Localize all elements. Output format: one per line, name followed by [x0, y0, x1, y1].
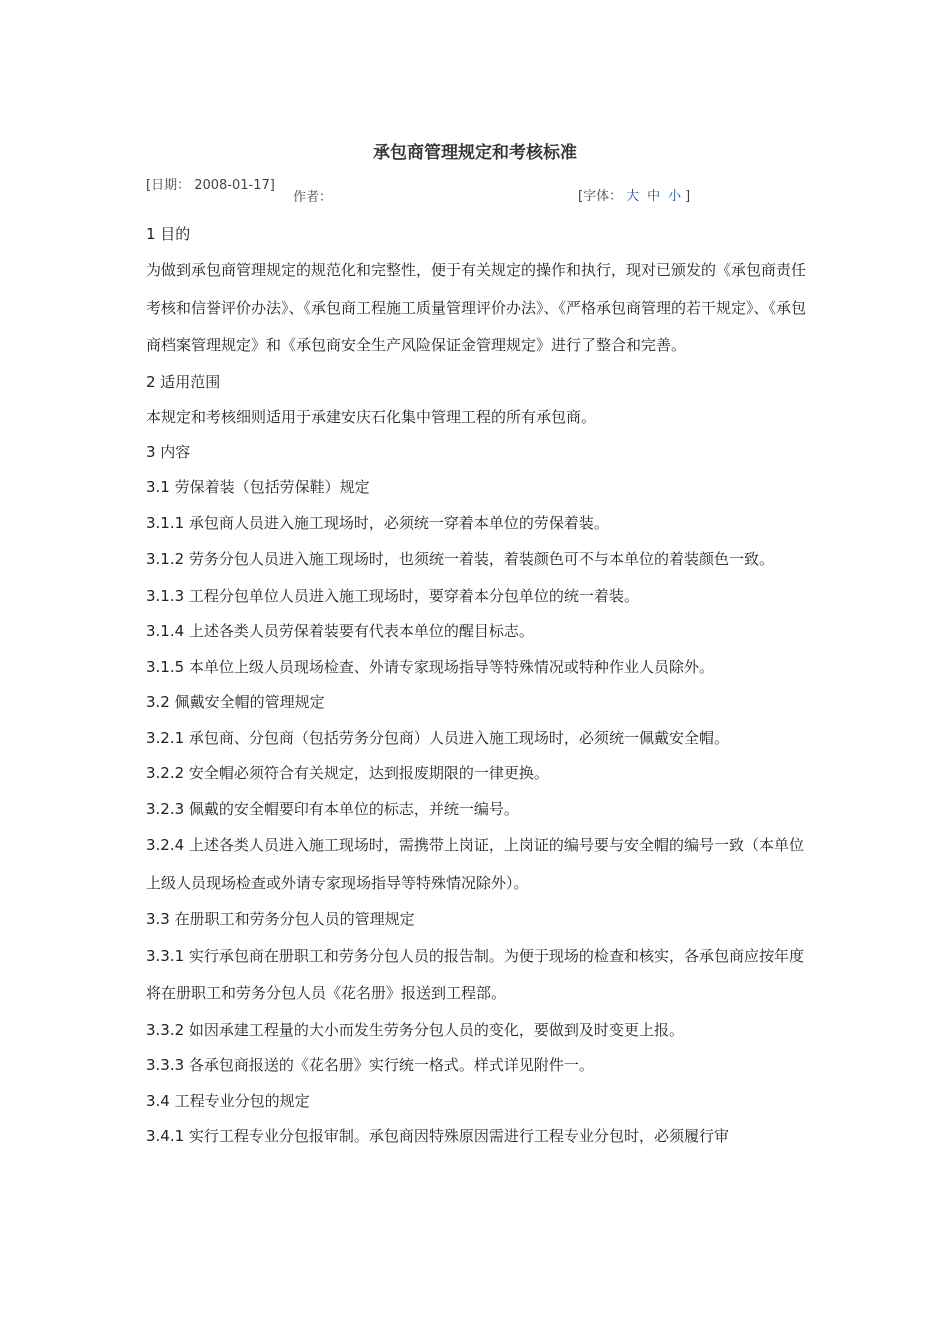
clause: 3.2.1 承包商、分包商（包括劳务分包商）人员进入施工现场时，必须统一佩戴安全帽。	[146, 728, 729, 747]
clause: 3.3.1 实行承包商在册职工和劳务分包人员的报告制。为便于现场的检查和核实，各承包商应按年度将在册职工和劳务分包人员《花名册》报送到工程部。	[146, 946, 804, 1002]
clause: 3.3.2 如因承建工程量的大小而发生劳务分包人员的变化，要做到及时变更上报。	[146, 1020, 684, 1039]
subsection-heading: 3.2 佩戴安全帽的管理规定	[146, 693, 325, 711]
document-body	[146, 217, 806, 1155]
section-heading: 3 内容	[146, 443, 191, 461]
subsection-heading: 3.1 劳保着装（包括劳保鞋）规定	[146, 478, 370, 496]
paragraph: 本规定和考核细则适用于承建安庆石化集中管理工程的所有承包商。	[146, 407, 597, 426]
font-close: ]	[685, 189, 691, 204]
clause: 3.2.3 佩戴的安全帽要印有本单位的标志，并统一编号。	[146, 799, 519, 818]
publish-date	[146, 175, 286, 197]
clause: 3.1.4 上述各类人员劳保着装要有代表本单位的醒目标志。	[146, 622, 534, 640]
font-label: [字体：	[578, 189, 623, 204]
clause: 3.1.1 承包商人员进入施工现场时，必须统一穿着本单位的劳保着装。	[146, 513, 609, 532]
subsection-heading: 3.3 在册职工和劳务分包人员的管理规定	[146, 910, 415, 928]
clause: 3.2.4 上述各类人员进入施工现场时，需携带上岗证，上岗证的编号要与安全帽的编号一致（本单位上级人员现场检查或外请专家现场指导等特殊情况除外）。	[146, 836, 804, 892]
date-label: [日期：	[146, 178, 191, 193]
font-size-small-link[interactable]: 小	[668, 189, 682, 204]
paragraph: 为做到承包商管理规定的规范化和完整性，便于有关规定的操作和执行，现对已颁发的《承包商责任考核和信誉评价办法》、《承包商工程施工质量管理评价办法》、《严格承包商管理的若干规定》、《承包商档案管理规定》和《承包商安全生产风险保证金管理规定》进行了整合和完善。	[146, 261, 807, 354]
clause: 3.3.3 各承包商报送的《花名册》实行统一格式。样式详见附件一。	[146, 1056, 594, 1074]
section-heading: 1 目的	[146, 225, 191, 243]
document-title: 承包商管理规定和考核标准	[373, 143, 577, 163]
author-label: 作者：	[293, 190, 333, 205]
font-size-selector	[578, 186, 690, 208]
clause: 3.1.5 本单位上级人员现场检查、外请专家现场指导等特殊情况或特种作业人员除外。	[146, 657, 714, 676]
date-value: 2008-01-17]	[194, 178, 275, 193]
clause: 3.1.3 工程分包单位人员进入施工现场时，要穿着本分包单位的统一着装。	[146, 586, 639, 605]
clause: 3.1.2 劳务分包人员进入施工现场时，也须统一着装，着装颜色可不与本单位的着装颜色一致。	[146, 550, 774, 568]
font-size-large-link[interactable]: 大	[626, 189, 640, 204]
subsection-heading: 3.4 工程专业分包的规定	[146, 1091, 310, 1110]
font-size-medium-link[interactable]: 中	[647, 189, 661, 204]
clause: 3.4.1 实行工程专业分包报审制。承包商因特殊原因需进行工程专业分包时，必须履行审	[146, 1127, 729, 1145]
section-heading: 2 适用范围	[146, 372, 221, 391]
clause: 3.2.2 安全帽必须符合有关规定，达到报废期限的一律更换。	[146, 764, 549, 782]
